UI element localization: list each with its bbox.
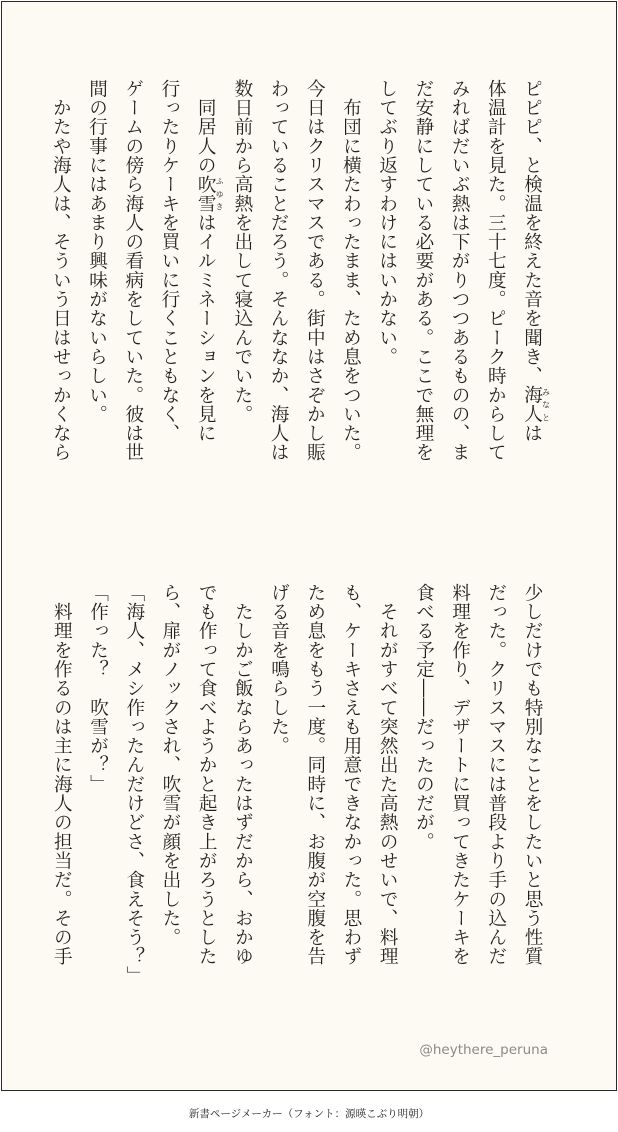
ruby-minato: 海人 みなと: [521, 385, 551, 424]
text-line: たしかご飯ならあったはずだから、おかゆ: [232, 583, 254, 966]
text-line: ら、扉がノックされ、吹雪が顔を出した。: [159, 583, 181, 947]
text-line: も、ケーキさえも用意できなかった。思わず: [340, 583, 362, 966]
text-column-bottom: [43, 583, 550, 1033]
footer-caption: 新書ページメーカー（フォント：源暎こぶり明朝）: [188, 1108, 430, 1120]
text-line: 食べる予定――だったのだが。: [413, 583, 435, 852]
text-line: 料理を作るのは主に海人の担当だ。その手: [51, 583, 73, 966]
text-line: それがすべて突然出た高熱のせいで、料理: [377, 583, 399, 966]
author-credit: @heythere_peruna: [419, 1042, 548, 1058]
text-line: だった。クリスマスには普段より手の込んだ: [485, 583, 507, 966]
text-line: ゲームの傍ら海人の看病をしていた。彼は世: [122, 79, 144, 462]
text-line: 間の行事にはあまり興味がないらしい。: [86, 79, 108, 424]
text-line: してぶり返すわけにはいかない。: [376, 79, 398, 367]
text-line: だ安静にしている必要がある。ここで無理を: [412, 79, 434, 462]
text-line: かたや海人は、そういう日はせっかくなら: [50, 79, 72, 462]
text-line: 数日前から高熱を出して寝込んでいた。: [231, 79, 253, 424]
text-line: でも作って食べようかと起き上がろうとした: [196, 583, 218, 966]
text-line: 行ったりケーキを買いに行くこともなく、: [158, 79, 180, 443]
text-line: ため息をもう一度。同時に、お腹が空腹を告: [304, 583, 326, 966]
text-line: げる音を鳴らした。: [268, 583, 290, 756]
text-line: 「作った？ 吹雪が？」: [87, 583, 109, 794]
text-line: わっていることだろう。そんななか、海人は: [268, 79, 290, 462]
text-line: 体温計を見た。三十七度。ピーク時からして: [485, 79, 507, 462]
text-line: 料理を作り、デザートに買ってきたケーキを: [449, 583, 471, 966]
ruby-fubuki: 吹雪 ふゆき: [195, 174, 225, 214]
text-column-top: [42, 79, 550, 529]
text-line: 同居人の吹雪 ふゆきはイルミネーションを見に: [195, 79, 225, 443]
text-line: 少しだけでも特別なことをしたいと思う性質: [522, 583, 543, 966]
text-line: ピピピ、と検温を終えた音を聞き、海人 みなとは: [521, 79, 551, 443]
text-line: みればだいぶ熱は下がりつつあるものの、ま: [449, 79, 471, 462]
text-line: 今日はクリスマスである。街中はさぞかし賑: [304, 79, 326, 462]
text-line: 布団に横たわったまま、ため息をついた。: [340, 79, 362, 462]
text-line: 「海人、メシ作ったんだけどさ、食えそう？」: [123, 583, 145, 986]
page: [1, 1, 617, 1091]
